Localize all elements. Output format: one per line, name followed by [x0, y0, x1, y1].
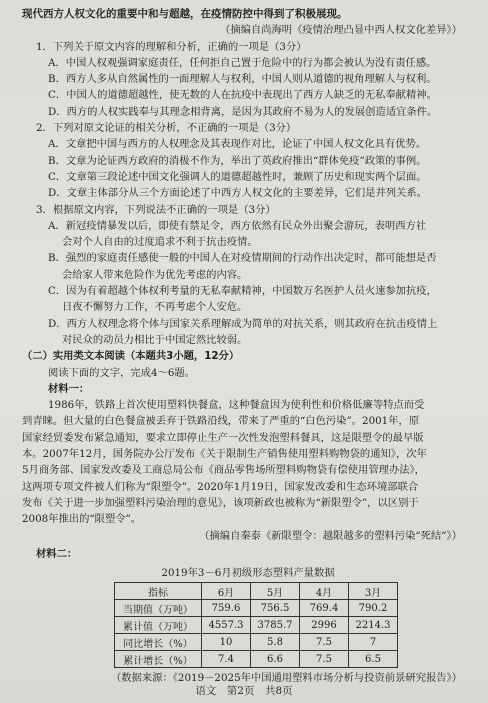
question-3-stem: 3．根据原文内容，下列说法不正确的一项是（3分）	[36, 203, 276, 216]
table-header-cell: 5月	[251, 583, 300, 600]
table-cell: 6.5	[349, 651, 398, 668]
material-1-label: 材料一：	[48, 382, 90, 395]
table-row	[115, 651, 398, 668]
table-row	[115, 617, 398, 634]
section-2-title: （二）实用类文本阅读（本题共3小题，12分）	[22, 350, 240, 363]
plastic-production-table	[114, 582, 398, 668]
material-1-line-8: 2008年推出的“限塑令”。	[22, 513, 142, 526]
question-2-option-a: A．文章把中国与西方的人权理念及其表现作对比，论证了中国人权文化具有优势。	[48, 138, 427, 151]
table-cell: 3785.7	[251, 617, 300, 634]
table-cell: 769.4	[300, 600, 349, 617]
table-header-cell: 指标	[115, 583, 202, 600]
table-header-cell: 4月	[300, 583, 349, 600]
table-cell: 同比增长（%）	[115, 634, 202, 651]
material-1-line-3: 国家经贸委发布紧急通知，要求立即停止生产一次性发泡塑料餐具，这是限塑令的最早版	[22, 431, 424, 444]
table-cell: 7	[349, 634, 398, 651]
table-cell: 7.4	[202, 651, 251, 668]
question-1-option-a: A．中国人权观强调家庭责任，任何拒自己置于危险中的行为都会被认为没有责任感。	[48, 56, 437, 69]
question-3-option-d: D．西方人权理念将个体与国家关系理解成为简单的对抗关系，则其政府在抗击疫情上	[48, 317, 438, 330]
question-2-stem: 2．下列对原文论证的相关分析，不正确的一项是（3分）	[36, 122, 297, 135]
table-cell: 7.5	[300, 634, 349, 651]
table-source: （数据来源：《2019－2025年中国通用塑料市场分析与投资前景研究报告》）	[110, 672, 462, 685]
table-row	[115, 600, 398, 617]
table-cell: 4557.3	[202, 617, 251, 634]
material-1-line-4: 本。2007年12月，国务院办公厅发布《关于限制生产销售使用塑料购物袋的通知》，次年	[22, 448, 427, 461]
material-1-line-5: 5月商务部、国家发改委及工商总局公布《商品零售场所塑料购物袋有偿使用管理办法》，	[22, 464, 425, 477]
material-1-line-1: 1986年，铁路上首次使用塑料快餐盒，这种餐盒因为使利性和价格低廉等特点而受	[48, 399, 425, 412]
material-2-label: 材料二：	[36, 547, 78, 560]
table-cell: 累计增长（%）	[115, 651, 202, 668]
question-3-option-d-cont: 对民众的动员力相比于中国定然比较弱。	[62, 333, 248, 346]
question-1-stem: 1．下列关于原文内容的理解和分析，正确的一项是（3分）	[36, 40, 307, 53]
table-header-cell: 3月	[349, 583, 398, 600]
material-1-line-7: 发布《关于进一步加强塑料污染治理的意见》，该项新政也被称为“新限塑令”，以区别于	[22, 496, 419, 509]
question-3-option-c: C．因为有着超越个体权利考量的无私奉献精神，中国数万名医护人员火速参加抗疫，	[48, 285, 437, 298]
table-cell: 当期值（万吨）	[115, 600, 202, 617]
question-2-option-b: B．文章为论证西方政府的消极不作为，举出了英政府推出“群体免疫”政策的事例。	[48, 154, 427, 167]
table-cell: 759.6	[202, 600, 251, 617]
table-cell: 756.5	[251, 600, 300, 617]
table-cell: 2214.3	[349, 617, 398, 634]
question-2-option-d: D．文章主体部分从三个方面论述了中西方人权文化的主要差异，它们是并列关系。	[48, 187, 427, 200]
material-1-line-6: 这两项专项文件被人们称为“限塑令”。2020年1月19日，国家发改委和生态环境部联合	[22, 480, 419, 493]
question-2-option-c: C．文章第三段论述中国文化强调人的道德超越性时，兼顾了历史和现实两个层面。	[48, 170, 427, 183]
table-cell: 累计值（万吨）	[115, 617, 202, 634]
table-cell: 7.5	[300, 651, 349, 668]
source-citation-1: （摘编自尚海明《疫情治理凸显中西人权文化差异》）	[220, 24, 462, 37]
question-3-option-a-cont: 会对个人自由的过度追求不利于抗击疫情。	[62, 236, 258, 249]
reading-instruction: 阅读下面的文字，完成4～6题。	[48, 366, 195, 379]
table-header-cell: 6月	[202, 583, 251, 600]
table-cell: 2996	[300, 617, 349, 634]
question-3-option-b-cont: 会给家人带来危险作为优先考虑的内容。	[62, 268, 248, 281]
table-cell: 5.8	[251, 634, 300, 651]
page-footer: 语文 第2页 共8页	[195, 685, 293, 697]
question-1-option-b: B．西方人多从自然属性的一面理解人与权利，中国人则从道德的视角理解人与权利。	[48, 73, 437, 86]
question-3-option-b: B．强烈的家庭责任感使一般的中国人在对疫情期间的行动作出决定时，都可能想是否	[48, 252, 437, 265]
question-1-option-d: D．西方的人权实践奉与其理念相背离，是因为其政府不易为人的发展创造适宜条件。	[48, 105, 438, 118]
table-cell: 790.2	[349, 600, 398, 617]
table-row	[115, 634, 398, 651]
table-header-row	[115, 583, 398, 600]
question-3-option-a: A．新冠疫情暴发以后，即使有禁足令，西方依然有民众外出聚会游玩，表明西方社	[48, 219, 427, 232]
table-title: 2019年3－6月初级形态塑料产量数据	[161, 567, 335, 580]
table-cell: 6.6	[251, 651, 300, 668]
question-3-option-c-cont: 日夜不懈努力工作，不再考虑个人安危。	[62, 301, 248, 314]
source-citation-2: （摘编自秦泰《新限塑令：越限越多的塑料污染“死结”》）	[199, 529, 462, 542]
material-1-line-2: 到青睐。但大量的白色餐盒被丢弃于铁路沿线，带来了严重的“白色污染”。2001年，原	[22, 415, 420, 428]
table-cell: 10	[202, 634, 251, 651]
top-line: 现代西方人权文化的重要中和与超越，在疫情防控中得到了积极展现。	[22, 8, 348, 20]
question-1-option-c: C．中国人的道德超越性，使无数的人在抗疫中表现出了西方人缺乏的无私奉献精神。	[48, 89, 437, 102]
